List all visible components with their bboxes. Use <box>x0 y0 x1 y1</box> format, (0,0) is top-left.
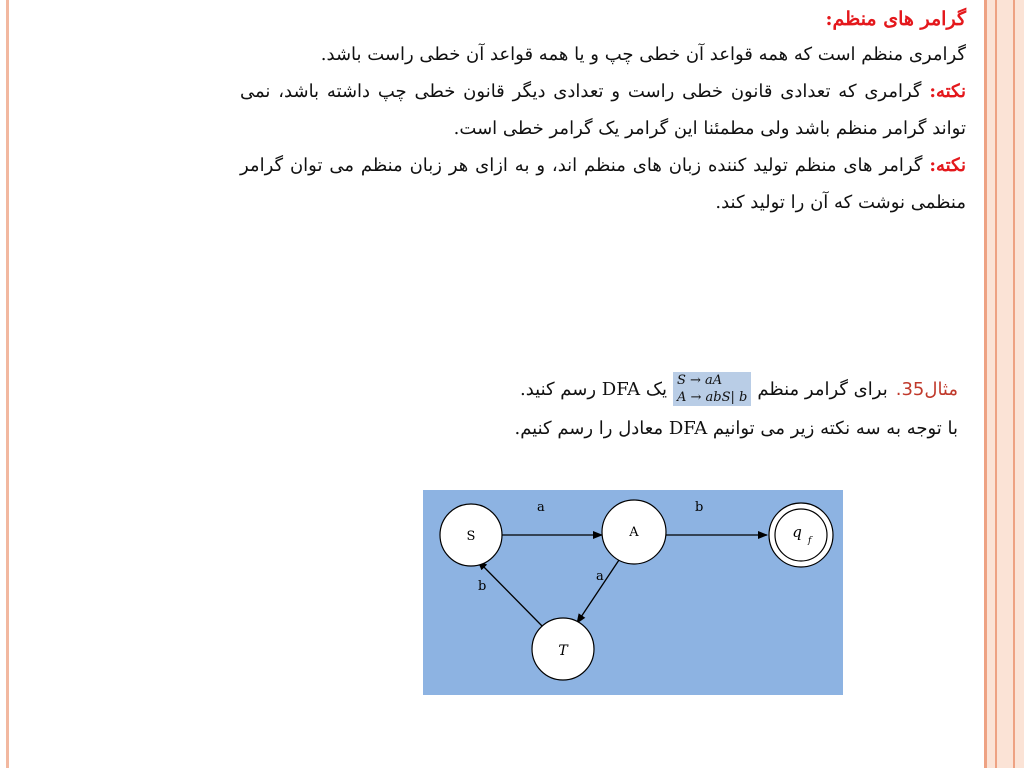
note-label: نکته: <box>929 81 966 102</box>
example-line <box>520 372 958 406</box>
grammar-rule-1: S → aA <box>676 373 723 388</box>
grammar-rules <box>673 372 751 406</box>
note-text: گرامر های منظم تولید کننده زبان های منظم اند، و به ازای هر زبان منظم می توان گرامر منظمی نوشت که آن را تولید کند. <box>240 155 966 213</box>
right-border-line <box>995 0 997 768</box>
state-s-label: S <box>466 529 476 544</box>
note-paragraph-1 <box>240 73 966 147</box>
definition-paragraph: گرامری منظم است که همه قواعد آن خطی چپ و یا همه قواعد آن خطی راست باشد. <box>320 44 966 65</box>
note-paragraph-2 <box>240 147 966 221</box>
grammar-rule-2: A → abS| b <box>676 390 748 405</box>
right-border-line <box>1013 0 1015 768</box>
note-label: نکته: <box>929 155 966 176</box>
edge-label-s-a: a <box>537 500 545 515</box>
state-qf-subscript: f <box>808 536 812 546</box>
right-border-band <box>984 0 1024 768</box>
state-qf-label: q <box>792 523 802 541</box>
edge-label-a-t: a <box>596 569 604 584</box>
state-a-label: A <box>629 525 639 540</box>
followup-sentence: با توجه به سه نکته زیر می توانیم DFA معادل را رسم کنیم. <box>514 418 958 439</box>
example-text-after: یک DFA رسم کنید. <box>519 378 667 400</box>
left-border-rule <box>6 0 9 768</box>
dfa-diagram <box>423 490 843 695</box>
note-text: گرامری که تعدادی قانون خطی راست و تعدادی دیگر قانون خطی چپ داشته باشد، نمی تواند گرامر منظم باشد ولی مطمئنا این گرامر یک گرامر خطی است. <box>240 81 966 139</box>
slide-text <box>240 2 966 221</box>
edge-label-a-qf: b <box>695 500 704 515</box>
example-text-before: برای گرامر منظم <box>757 378 888 400</box>
slide-heading: گرامر های منظم: <box>825 8 966 30</box>
edge-label-t-s: b <box>478 579 487 594</box>
dfa-svg <box>423 490 843 695</box>
right-border-line <box>984 0 987 768</box>
example-label: مثال35. <box>895 378 958 400</box>
state-t-label: T <box>558 643 568 659</box>
edge-t-to-s <box>478 561 545 629</box>
